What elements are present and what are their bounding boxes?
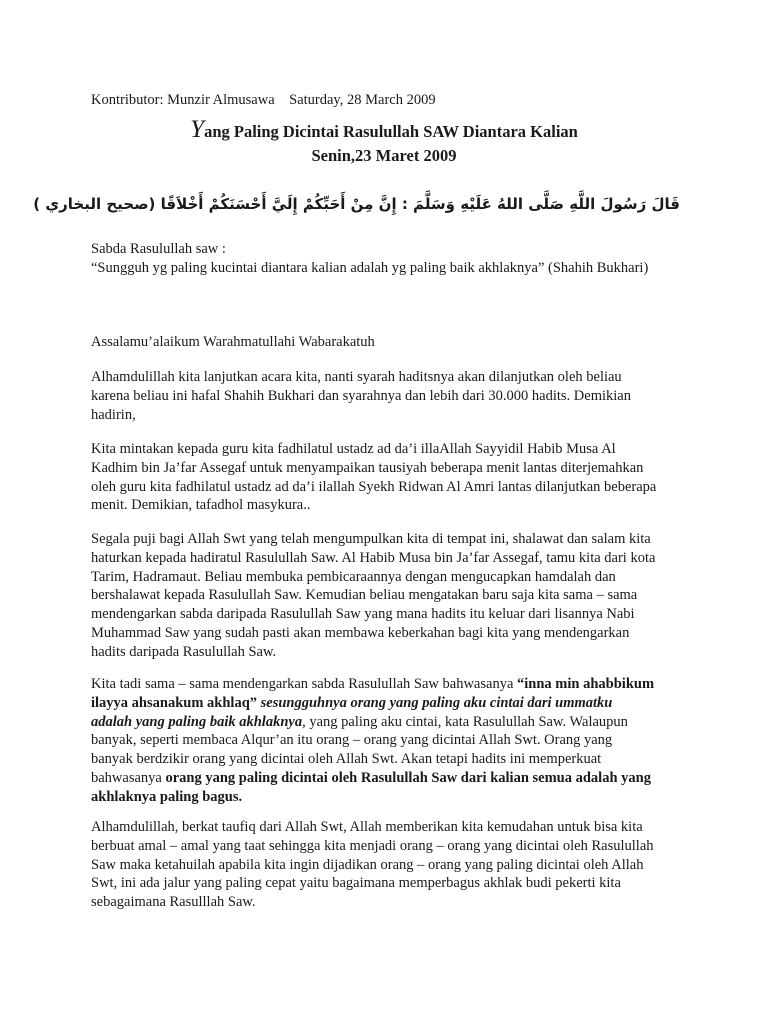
hadith-arabic-transliteration: “inna min ahabbikum [517, 676, 655, 692]
paragraph-1 [91, 368, 681, 424]
paragraph-line: Alhamdulillah, berkat taufiq dari Allah Swt, Allah memberikan kita kemudahan untuk bisa kita [91, 819, 643, 835]
emphasis-text: akhlaknya paling bagus. [91, 788, 243, 805]
plain-text: bahwasanya [91, 769, 166, 786]
paragraph-line: karena beliau ini hafal Shahih Bukhari dan syarahnya dan lebih dari 30.000 hadits. Demikian [91, 387, 631, 404]
sabda-label: Sabda Rasulullah saw : [91, 241, 226, 257]
paragraph-line [91, 694, 681, 713]
paragraph-line [91, 713, 681, 732]
sabda-section [91, 240, 681, 278]
paragraph-line: Kadhim bin Ja’far Assegaf untuk menyampaikan tausiyah beberapa menit lantas diterjemahkan [91, 459, 644, 476]
paragraph-line: Kita mintakan kepada guru kita fadhilatul ustadz ad da’i illaAllah Sayyidil Habib Musa Al [91, 441, 616, 457]
greeting [91, 333, 681, 352]
paragraph-line: Saw maka ketahuilah apabila kita ingin dijadikan orang – orang yang paling dicintai oleh Allah [91, 856, 644, 873]
paragraph-5 [91, 818, 681, 912]
paragraph-line: oleh guru kita fadhilatul ustadz ad da’i ilallah Syekh Ridwan Al Amri lantas dilanjutkan beberapa [91, 478, 657, 495]
paragraph-line [91, 675, 681, 694]
paragraph-line: Alhamdulillah kita lanjutkan acara kita, nanti syarah haditsnya akan dilanjutkan oleh beliau [91, 369, 622, 385]
paragraph-line: bershalawat kepada Rasulullah Saw. Kemudian beliau mengatakan baru saja kita sama – sama [91, 587, 638, 604]
paragraph-3 [91, 530, 681, 662]
paragraph-line: Segala puji bagi Allah Swt yang telah mengumpulkan kita di tempat ini, shalawat dan salam kita [91, 531, 651, 547]
hadith-translation: sesungguhnya orang yang paling aku cintai dari ummatku [257, 694, 613, 711]
paragraph-line: Swt, ini ada jalur yang paling cepat yaitu bagaimana memperbagus akhlak budi pekerti kita [91, 875, 621, 892]
emphasis-text: orang yang paling dicintai oleh Rasulullah Saw dari kalian semua adalah yang [165, 769, 651, 786]
paragraph-4 [91, 675, 681, 807]
arabic-hadith: قَالَ رَسُولَ اللَّهِ صَلَّى اللهُ عَلَيْهِ وَسَلَّمَ : إِنَّ مِنْ أَحَبِّكُمْ إِلَيَّ أَحْسَنَكُمْ أَخْلاَقًا (صحيح البخاري ) [33, 195, 680, 213]
plain-text: , yang paling aku cintai, kata Rasulullah Saw. Walaupun [302, 713, 628, 730]
paragraph-line: hadits daripada Rasulullah Saw. [91, 643, 277, 660]
plain-text: Kita tadi sama – sama mendengarkan sabda Rasulullah Saw bahwasanya [91, 676, 518, 692]
paragraph-2 [91, 440, 681, 515]
paragraph-line: banyak, seperti membaca Alqur’an itu orang – orang yang dicintai Allah Swt. Orang yang [91, 732, 613, 749]
paragraph-line: Muhammad Saw yang sudah pasti akan membawa keberkahan bagi kita yang mendengarkan [91, 624, 630, 641]
paragraph-line [91, 788, 681, 807]
title-initial: Y [190, 116, 205, 143]
paragraph-line: menit. Demikian, tafadhol masykura.. [91, 497, 311, 514]
title-text: ang Paling Dicintai Rasulullah SAW Diantara Kalian [204, 122, 578, 141]
paragraph-line: hadirin, [91, 406, 136, 423]
paragraph-line: sebagaimana Rasulllah Saw. [91, 894, 256, 911]
document-date: Senin,23 Maret 2009 [311, 146, 457, 165]
sabda-quote: “Sungguh yg paling kucintai diantara kalian adalah yg paling baik akhlaknya” (Shahih Bukhari) [91, 259, 649, 276]
contributor-line: Kontributor: Munzir Almusawa Saturday, 28 March 2009 [91, 92, 436, 108]
hadith-translation-end: adalah yang paling baik akhlaknya [91, 713, 303, 730]
paragraph-line: banyak berdzikir orang yang dicintai oleh Allah Swt. Akan tetapi hadits ini memperkuat [91, 751, 602, 768]
paragraph-line [91, 769, 681, 788]
paragraph-line: berbuat amal – amal yang taat sehingga kita menjadi orang – orang yang dicintai oleh Rasulullah [91, 837, 654, 854]
paragraph-line: mendengarkan sabda daripada Rasulullah Saw yang mana hadits itu keluar dari lisannya Nabi [91, 606, 635, 623]
greeting-text: Assalamu’alaikum Warahmatullahi Wabarakatuh [91, 334, 375, 350]
paragraph-line: haturkan kepada hadiratul Rasulullah Saw. Al Habib Musa bin Ja’far Assegaf, tamu kita dari kota [91, 549, 656, 566]
paragraph-line: Tarim, Hadramaut. Beliau membuka pembicaraannya dengan mengucapkan hamdalah dan [91, 568, 616, 585]
hadith-arabic-transliteration-end: ilayya ahsanakum akhlaq” [91, 694, 258, 711]
document-title [0, 116, 768, 144]
